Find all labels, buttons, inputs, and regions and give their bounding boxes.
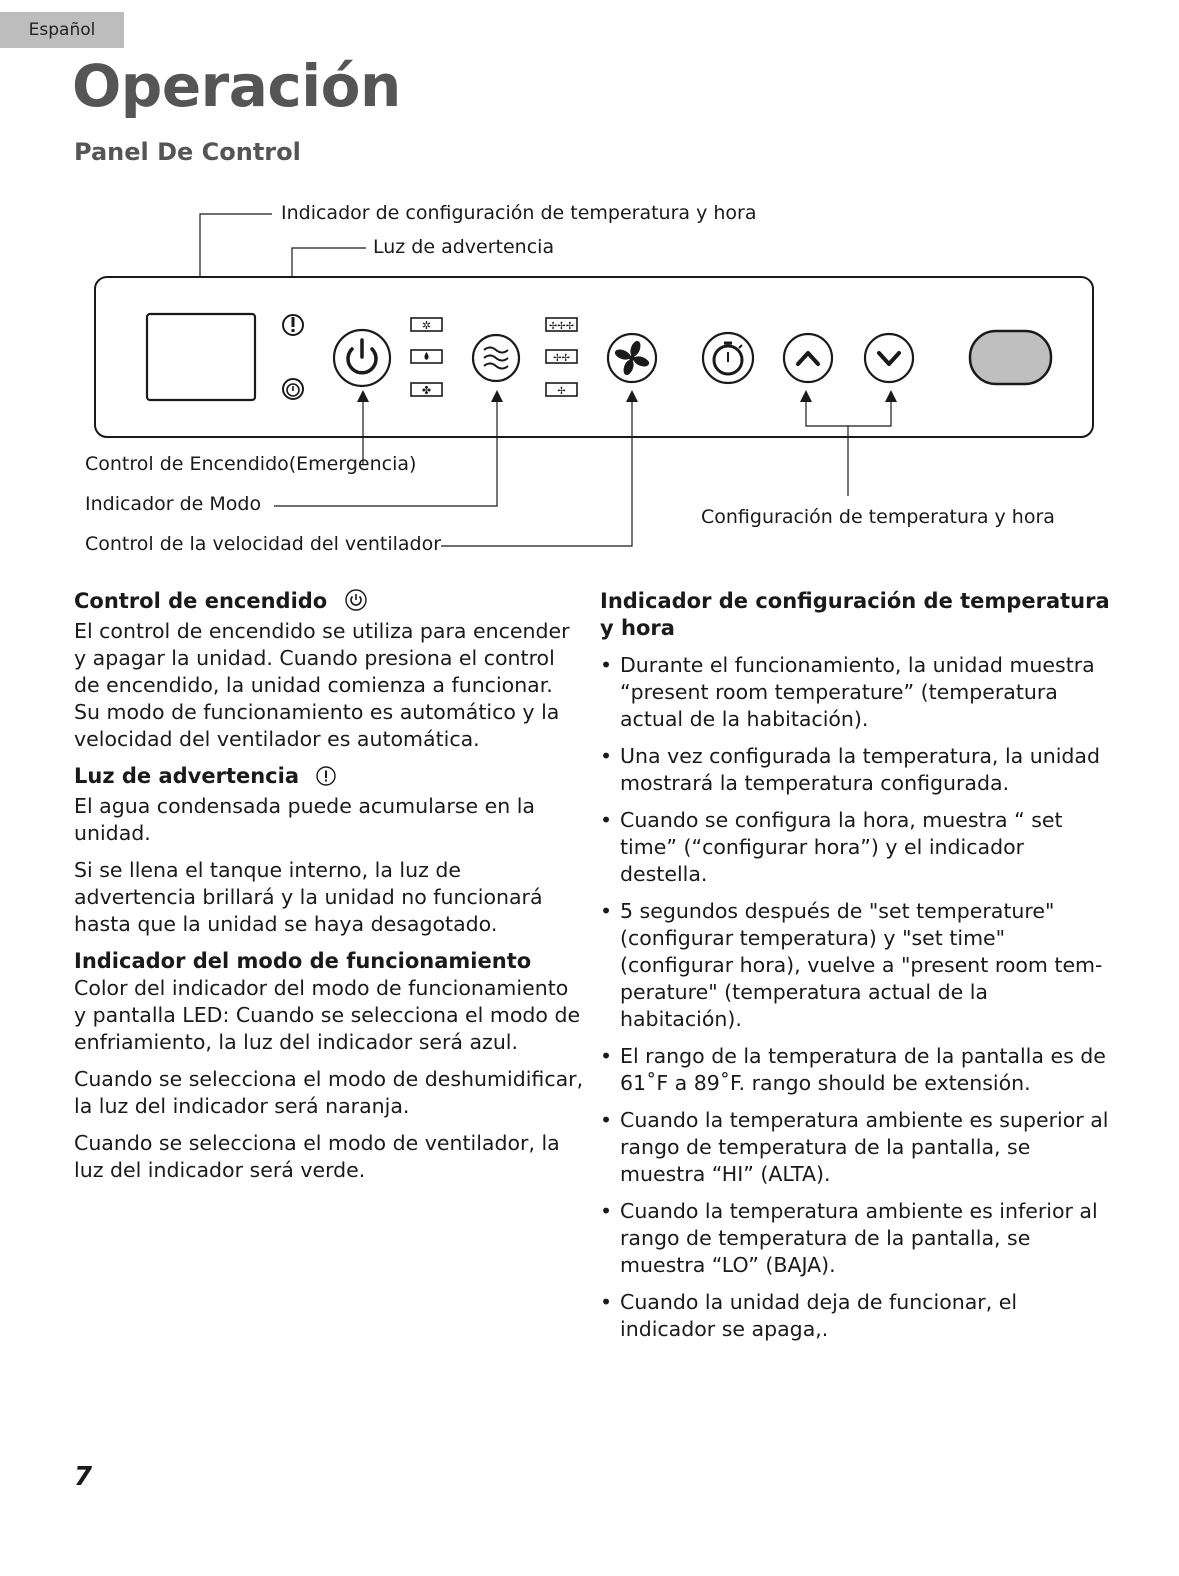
lcd-display bbox=[147, 314, 255, 400]
ir-receiver bbox=[970, 331, 1051, 384]
left-column bbox=[74, 588, 584, 1194]
svg-text:✢✢✢: ✢✢✢ bbox=[548, 321, 575, 332]
warning-body-2: Si se llena el tanque interno, la luz de advertencia brillará y la unidad no funcionará hasta que la unidad se haya desagotado. bbox=[74, 858, 543, 936]
power-icon bbox=[334, 330, 390, 386]
svg-text:✤: ✤ bbox=[421, 384, 432, 397]
list-item: • Una vez configurada la temperatura, la unidad mostrará la temperatura configurada. bbox=[600, 743, 1110, 797]
waves-icon bbox=[473, 335, 519, 381]
list-item: • Durante el funcionamiento, la unidad muestra “present room temperature” (temperatura actual de la habitación). bbox=[600, 652, 1110, 733]
language-tab: Español bbox=[0, 12, 124, 48]
list-item: • Cuando la unidad deja de funcionar, el indicador se apaga,. bbox=[600, 1289, 1110, 1343]
heading-power: Control de encendido bbox=[74, 588, 584, 618]
mode-body-3: Cuando se selecciona el modo de ventilador, la luz del indicador será verde. bbox=[74, 1131, 560, 1182]
snowflake-icon bbox=[411, 318, 442, 332]
list-item: • Cuando la temperatura ambiente es superior al rango de temperatura de la pantalla, se muestra “HI” (ALTA). bbox=[600, 1107, 1110, 1188]
temp-time-bullets bbox=[600, 652, 1110, 1343]
page-number: 7 bbox=[74, 1462, 93, 1492]
callout-mode: Indicador de Modo bbox=[85, 493, 262, 515]
warning-body-1: El agua condensada puede acumularse en la unidad. bbox=[74, 794, 535, 845]
chevron-up-icon bbox=[784, 334, 832, 382]
list-item: • El rango de la temperatura de la pantalla es de 61˚F a 89˚F. rango should be extensión. bbox=[600, 1043, 1110, 1097]
callout-power: Control de Encendido(Emergencia) bbox=[85, 453, 417, 475]
stopwatch-icon bbox=[283, 379, 303, 399]
mode-body-1: Color del indicador del modo de funcionamiento y pantalla LED: Cuando se selecciona el modo de enfriamiento, la luz del indicador será azul. bbox=[74, 976, 581, 1054]
svg-text:✢✢: ✢✢ bbox=[553, 353, 570, 364]
fan-icon bbox=[411, 383, 442, 397]
control-panel-diagram bbox=[0, 190, 1179, 570]
list-item: • Cuando la temperatura ambiente es inferior al rango de temperatura de la pantalla, se muestra “LO” (BAJA). bbox=[600, 1198, 1110, 1279]
fan-speed-3-icon bbox=[546, 318, 577, 332]
mode-body-2: Cuando se selecciona el modo de deshumidificar, la luz del indicador será naranja. bbox=[74, 1067, 584, 1118]
svg-text:✲: ✲ bbox=[421, 319, 432, 332]
svg-text:✢: ✢ bbox=[557, 386, 566, 397]
fan-speed-1-icon bbox=[546, 383, 577, 397]
droplet-icon bbox=[411, 350, 442, 363]
right-column bbox=[600, 588, 1110, 1353]
callout-display-indicator: Indicador de configuración de temperatura y hora bbox=[281, 202, 757, 224]
power-icon bbox=[345, 589, 367, 618]
section-title: Panel De Control bbox=[74, 138, 301, 166]
list-item: • 5 segundos después de "set temperature" (configurar temperatura) y "set time" (configurar hora), vuelve a "present room tem-perature" (temperatura actual de la habitación). bbox=[600, 898, 1110, 1033]
chevron-down-icon bbox=[865, 334, 913, 382]
callout-fan-speed: Control de la velocidad del ventilador bbox=[85, 533, 442, 555]
list-item: • Cuando se configura la hora, muestra “ set time” (“configurar hora”) y el indicador destella. bbox=[600, 807, 1110, 888]
exclamation-circle-icon bbox=[316, 766, 336, 793]
stopwatch-icon bbox=[703, 333, 753, 383]
fan-speed-2-icon bbox=[546, 350, 577, 364]
heading-warning: Luz de advertencia bbox=[74, 763, 584, 793]
page-title: Operación bbox=[72, 52, 401, 120]
callout-warning-light: Luz de advertencia bbox=[373, 236, 555, 258]
heading-temp-time-indicator: Indicador de configuración de temperatura y hora bbox=[600, 589, 1110, 640]
callout-temp-time: Configuración de temperatura y hora bbox=[701, 506, 1055, 528]
heading-mode-indicator: Indicador del modo de funcionamiento bbox=[74, 949, 532, 973]
exclamation-circle-icon bbox=[283, 315, 303, 335]
power-body: El control de encendido se utiliza para encender y apagar la unidad. Cuando presiona el control de encendido, la unidad comienza a funcionar. Su modo de funcionamiento es automático y la velocidad del ventilador es automática. bbox=[74, 619, 570, 751]
fan-icon bbox=[608, 334, 656, 382]
